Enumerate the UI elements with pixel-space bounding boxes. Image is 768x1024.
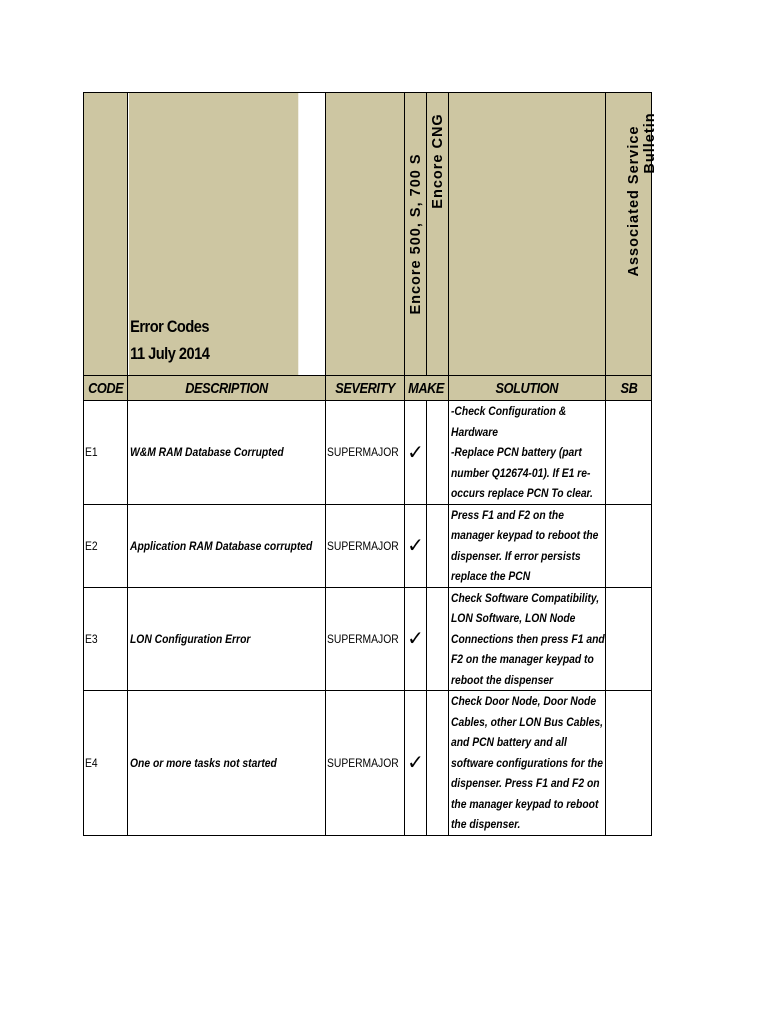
description-cell: W&M RAM Database Corrupted	[128, 401, 326, 505]
sb-cell	[606, 587, 652, 691]
header-blank-cell	[449, 93, 606, 376]
make-cng-cell	[427, 691, 449, 836]
table-row	[84, 691, 652, 836]
description-cell: One or more tasks not started	[128, 691, 326, 836]
make-col1-label: Encore 500, S, 700 S	[407, 153, 424, 315]
col-header-solution: SOLUTION	[449, 376, 606, 401]
table-row	[84, 587, 652, 691]
page-title: Error Codes	[129, 317, 209, 336]
col-header-severity: SEVERITY	[326, 376, 405, 401]
sb-header-line2: Bulletin	[642, 112, 658, 174]
column-header-row	[84, 376, 652, 401]
table-row	[84, 504, 652, 587]
severity-cell: SUPERMAJOR	[326, 504, 405, 587]
header-title-cell	[128, 93, 298, 376]
make-cng-cell	[427, 401, 449, 505]
make-cng-cell	[427, 587, 449, 691]
solution-cell: Check Software Compatibility, LON Software, LON Node Connections then press F1 and F2 on the manager keypad to reboot the dispenser	[449, 587, 606, 691]
sb-cell	[606, 401, 652, 505]
severity-cell: SUPERMAJOR	[326, 401, 405, 505]
severity-cell: SUPERMAJOR	[326, 587, 405, 691]
header-blank-cell	[326, 93, 405, 376]
col-header-make: MAKE	[405, 376, 449, 401]
severity-cell: SUPERMAJOR	[326, 691, 405, 836]
make-col2-label: Encore CNG	[429, 113, 446, 209]
code-cell: E3	[84, 587, 128, 691]
check-icon: ✓	[405, 691, 427, 836]
sb-cell	[606, 504, 652, 587]
make-header-cell-1	[405, 93, 427, 376]
error-codes-table	[83, 92, 658, 836]
sb-header-line1: Associated Service	[626, 125, 642, 277]
description-cell: Application RAM Database corrupted	[128, 504, 326, 587]
code-cell: E4	[84, 691, 128, 836]
title-header-row	[84, 93, 652, 376]
col-header-code: CODE	[84, 376, 128, 401]
table-row	[84, 401, 652, 505]
code-cell: E2	[84, 504, 128, 587]
sb-cell	[606, 691, 652, 836]
check-icon: ✓	[405, 401, 427, 505]
check-icon: ✓	[405, 587, 427, 691]
solution-cell: -Check Configuration & Hardware -Replace PCN battery (part number Q12674-01). If E1 re-occurs replace PCN To clear.	[449, 401, 606, 505]
solution-cell: Check Door Node, Door Node Cables, other LON Bus Cables, and PCN battery and all software configurations for the dispenser. Press F1 and F2 on the manager keypad to reboot the dispenser.	[449, 691, 606, 836]
code-cell: E1	[84, 401, 128, 505]
header-blank-cell	[84, 93, 128, 376]
make-header-cell-2	[427, 93, 449, 376]
make-cng-cell	[427, 504, 449, 587]
check-icon: ✓	[405, 504, 427, 587]
col-header-description: DESCRIPTION	[128, 376, 326, 401]
page-date: 11 July 2014	[129, 344, 209, 363]
description-cell: LON Configuration Error	[128, 587, 326, 691]
sb-header-cell	[606, 93, 658, 376]
col-header-sb: SB	[606, 376, 652, 401]
solution-cell: Press F1 and F2 on the manager keypad to reboot the dispenser. If error persists replace the PCN	[449, 504, 606, 587]
